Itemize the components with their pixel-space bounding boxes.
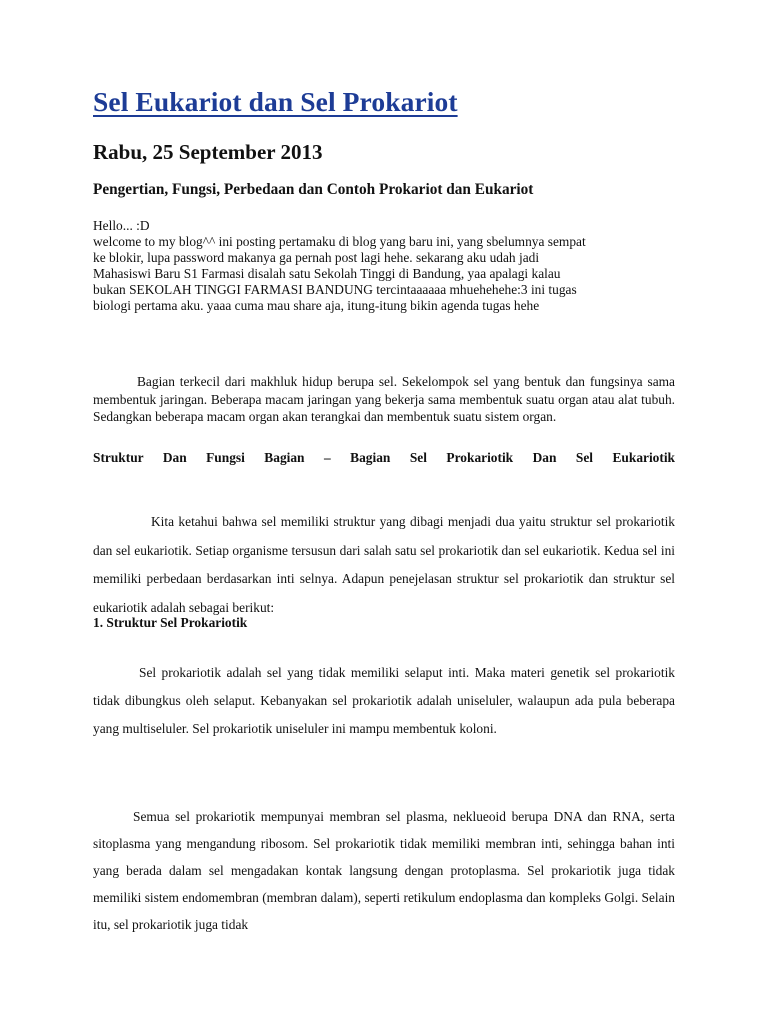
intro-line: welcome to my blog^^ ini posting pertamaku di blog yang baru ini, yang sbelumnya sempat	[93, 234, 586, 249]
intro-line: Mahasiswi Baru S1 Farmasi disalah satu Sekolah Tinggi di Bandung, yaa apalagi kalau	[93, 266, 561, 281]
intro-block	[93, 218, 586, 314]
intro-line: Hello... :D	[93, 218, 150, 233]
paragraph-sel-intro: Bagian terkecil dari makhluk hidup berupa sel. Sekelompok sel yang bentuk dan fungsinya sama membentuk jaringan. Beberapa macam jaringan yang bekerja sama membentuk suatu organ atau alat tubuh. Sedangkan beberapa macam organ akan terangkai dan membentuk suatu sistem organ.	[93, 374, 675, 424]
heading-struktur-prokariotik: 1. Struktur Sel Prokariotik	[93, 615, 248, 630]
paragraph-prokariotik-definisi: Sel prokariotik adalah sel yang tidak memiliki selaput inti. Maka materi genetik sel prokariotik tidak dibungkus oleh selaput. Kebanyakan sel prokariotik adalah uniseluler, walaupun ada pula beberapa yang multiseluler. Sel prokariotik uniseluler ini mampu membentuk koloni.	[93, 665, 675, 737]
post-subtitle: Pengertian, Fungsi, Perbedaan dan Contoh Prokariot dan Eukariot	[93, 181, 534, 198]
intro-line: bukan SEKOLAH TINGGI FARMASI BANDUNG tercintaaaaaa mhuehehehe:3 ini tugas	[93, 282, 577, 297]
paragraph-prokariotik-komponen: Semua sel prokariotik mempunyai membran sel plasma, neklueoid berupa DNA dan RNA, serta sitoplasma yang mengandung ribosom. Sel prokariotik tidak memiliki membran inti, sehingga bahan inti yang berada dalam sel mengadakan kontak langsung dengan protoplasma. Sel prokariotik juga tidak memiliki sistem endomembran (membran dalam), seperti retikulum endoplasma dan kompleks Golgi. Selain itu, sel prokariotik juga tidak	[93, 809, 675, 933]
post-title-link[interactable]: Sel Eukariot dan Sel Prokariot	[93, 86, 458, 117]
post-date: Rabu, 25 September 2013	[93, 140, 323, 164]
intro-line: biologi pertama aku. yaaa cuma mau share aja, itung-itung bikin agenda tugas hehe	[93, 298, 540, 313]
intro-line: ke blokir, lupa password makanya ga pernah post lagi hehe. sekarang aku udah jadi	[93, 250, 540, 265]
heading-struktur-fungsi: Struktur Dan Fungsi Bagian – Bagian Sel Prokariotik Dan Sel Eukariotik	[93, 450, 675, 465]
paragraph-struktur-sel: Kita ketahui bahwa sel memiliki struktur yang dibagi menjadi dua yaitu struktur sel prokariotik dan sel eukariotik. Setiap organisme tersusun dari salah satu sel prokariotik dan sel eukariotik. Kedua sel ini memiliki perbedaan berdasarkan inti selnya. Adapun penejelasan struktur sel prokariotik dan struktur sel eukariotik adalah sebagai berikut:	[93, 514, 675, 615]
